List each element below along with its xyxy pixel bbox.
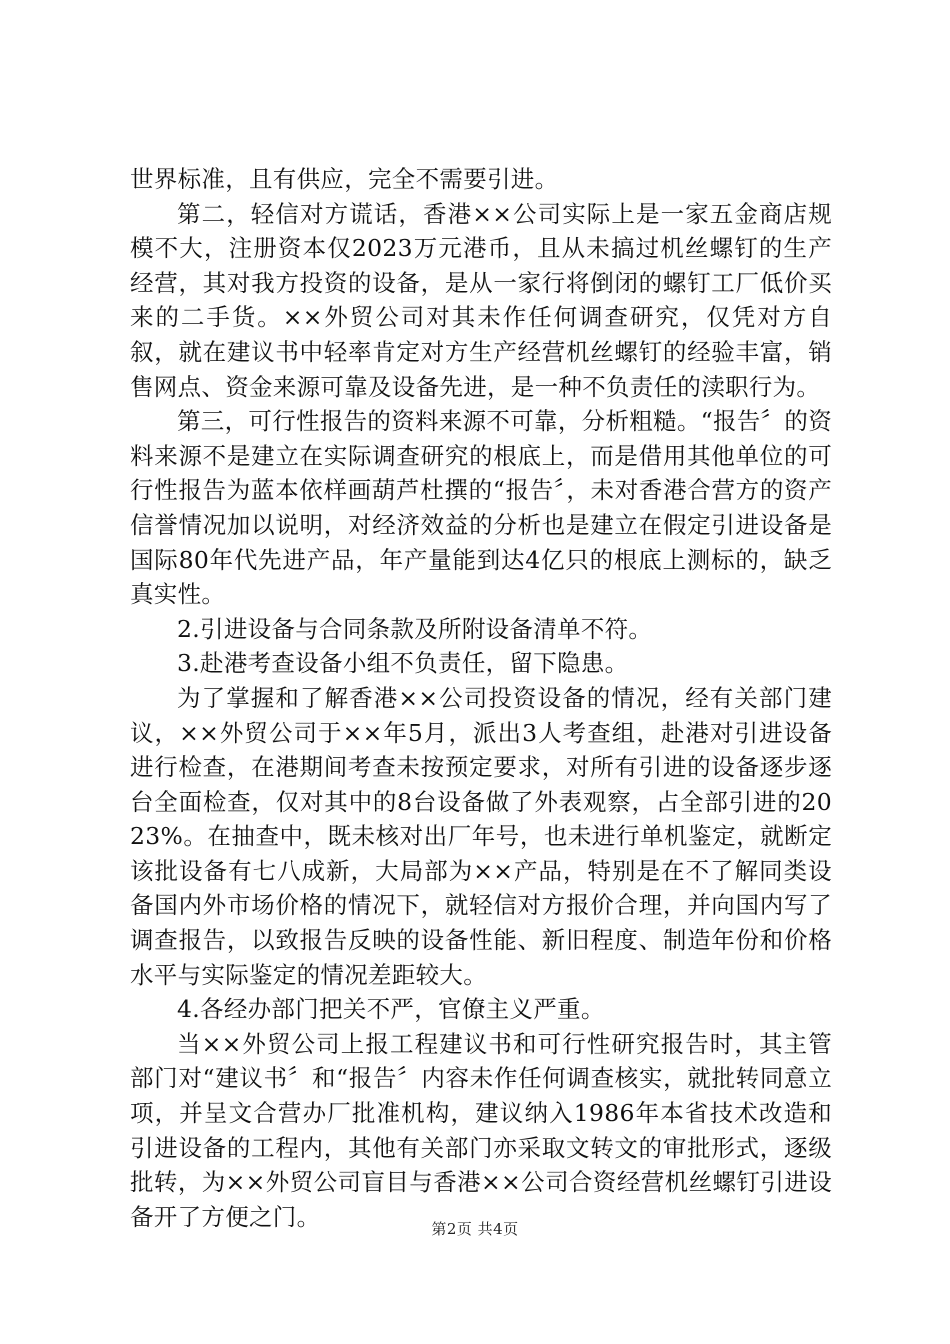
body-text [130, 162, 832, 1234]
page-number-footer: 第2页 共4页 [431, 1220, 519, 1238]
paragraph-approval: 当××外贸公司上报工程建议书和可行性研究报告时，其主管部门对“建议书〞和“报告〞内容未作任何调查核实，就批转同意立项，并呈文合营办厂批准机构，建议纳入1986年本省技术改造和引进设备的工程内，其他有关部门亦采取文转文的审批形式，逐级批转，为××外贸公司盲目与香港××公司合资经营机丝螺钉引进设备开了方便之门。 [130, 1029, 832, 1231]
paragraph-third-point: 第三，可行性报告的资料来源不可靠，分析粗糙。“报告〞的资料来源不是建立在实际调查研究的根底上，而是借用其他单位的可行性报告为蓝本依样画葫芦杜撰的“报告〞，未对香港合营方的资产信誉情况加以说明，对经济效益的分析也是建立在假定引进设备是国际80年代先进产品，年产量能到达4亿只的根底上测标的，缺乏真实性。 [130, 407, 832, 609]
paragraph-continuation: 世界标准，且有供应，完全不需要引进。 [130, 165, 559, 193]
paragraph-second-point: 第二，轻信对方谎话，香港××公司实际上是一家五金商店规模不大，注册资本仅2023万元港币，且从未搞过机丝螺钉的生产经营，其对我方投资的设备，是从一家行将倒闭的螺钉工厂低价买来的二手货。××外贸公司对其未作任何调查研究，仅凭对方自叙，就在建议书中轻率肯定对方生产经营机丝螺钉的经验丰富，销售网点、资金来源可靠及设备先进，是一种不负责任的渎职行为。 [130, 199, 832, 401]
paragraph-inspection: 为了掌握和了解香港××公司投资设备的情况，经有关部门建议，××外贸公司于××年5月，派出3人考查组，赴港对引进设备进行检查，在港期间考查未按预定要求，对所有引进的设备逐步逐台全面检查，仅对其中的8台设备做了外表观察，占全部引进的2023%。在抽查中，既未核对出厂年号，也未进行单机鉴定，就断定该批设备有七八成新，大局部为××产品，特别是在不了解同类设备国内外市场价格的情况下，就轻信对方报价合理，并向国内写了调查报告，以致报告反映的设备性能、新旧程度、制造年份和价格水平与实际鉴定的情况差距较大。 [130, 683, 832, 989]
heading-item-2: 2.引进设备与合同条款及所附设备清单不符。 [177, 614, 653, 643]
heading-item-4: 4.各经办部门把关不严，官僚主义严重。 [177, 995, 605, 1024]
heading-item-3: 3.赴港考查设备小组不负责任，留下隐患。 [177, 649, 629, 678]
